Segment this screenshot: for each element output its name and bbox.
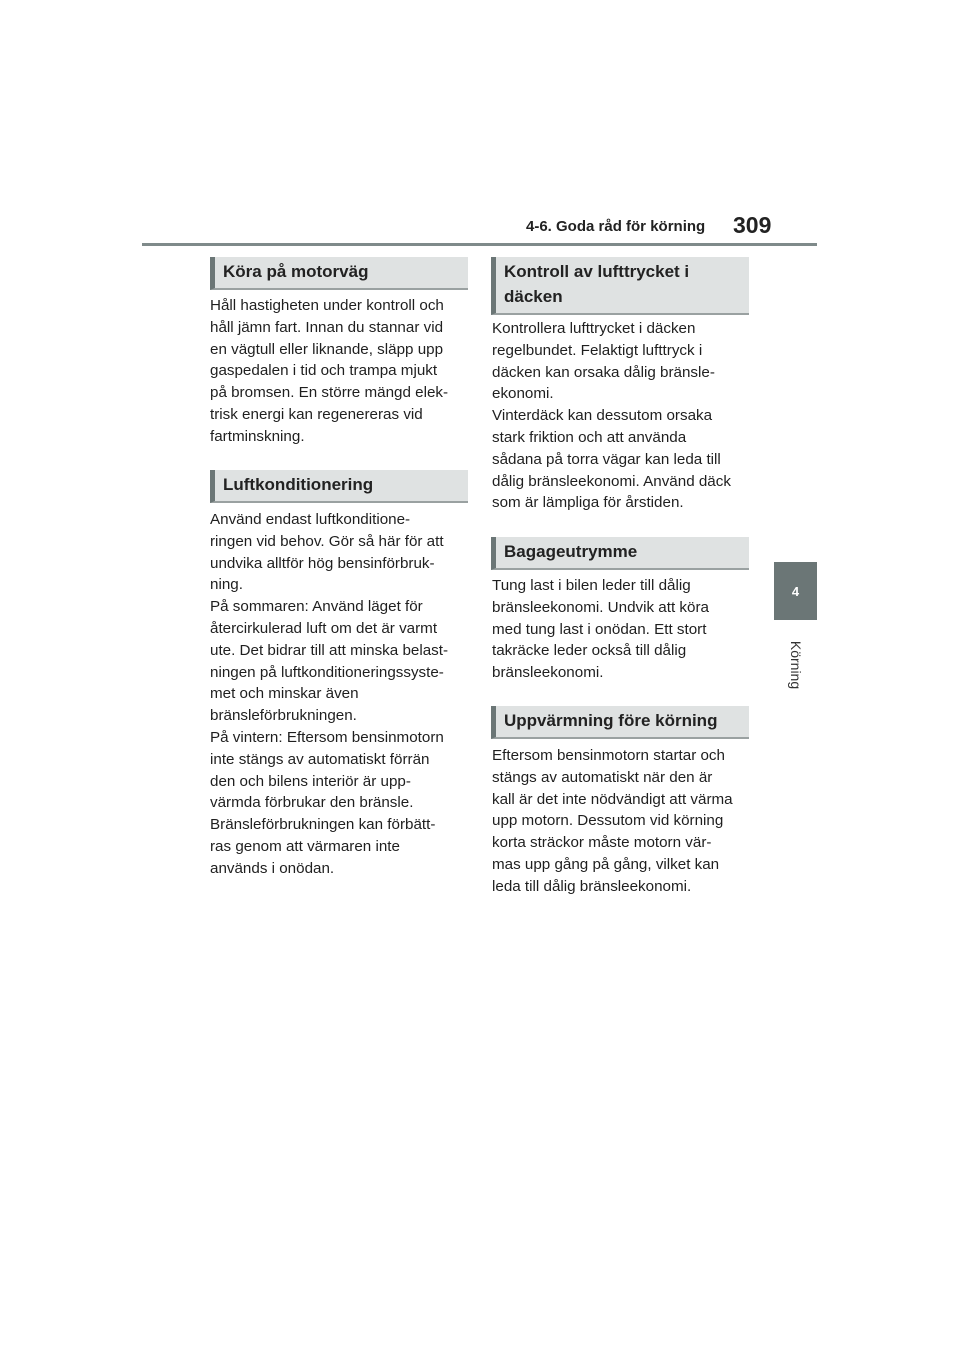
text-line: stängs av automatiskt när den är [492,768,713,786]
text-line: ningen på luftkonditioneringssyste- [210,663,444,681]
heading-warmup: Uppvärmning före körning [491,706,749,739]
text-line: upp motorn. Dessutom vid körning [492,812,724,830]
text-line: värmda förbrukar den bränsle. [210,794,414,812]
text-line: inte stängs av automatiskt förrän [210,750,430,768]
text-line: ning. [210,576,243,594]
paragraph-warmup [492,745,750,898]
text-line: stark friktion och att använda [492,428,687,446]
paragraph-aircon [210,509,468,880]
text-line: återcirkulerad luft om det är varmt [210,619,438,637]
text-line: dålig bränsleekonomi. Använd däck [492,472,731,490]
text-line: fartminskning. [210,427,305,445]
paragraph-luggage [492,575,750,684]
paragraph-tyre-pressure [492,318,750,514]
text-line: bränsleekonomi. Undvik att köra [492,598,709,616]
text-line: kall är det inte nödvändigt att värma [492,790,733,808]
text-line: Eftersom bensinmotorn startar och [492,747,725,764]
page-number: 309 [733,212,772,238]
paragraph-motorway [210,295,468,448]
header-divider [142,243,817,246]
text-line: sådana på torra vägar kan leda till [492,450,721,468]
text-line: bränsleförbrukningen. [210,707,357,725]
chapter-label: Körning [788,640,804,690]
text-line: Bränsleförbrukningen kan förbätt- [210,816,436,834]
text-line: met och minskar även [210,685,359,703]
text-line: på bromsen. En större mängd elek- [210,384,449,402]
text-line: den och bilens interiör är upp- [210,772,411,790]
text-line: en vägtull eller liknande, släpp upp [210,340,444,358]
text-line: ute. Det bidrar till att minska belast- [210,641,449,659]
text-line: På vintern: Eftersom bensinmotorn [210,728,444,746]
text-line: ringen vid behov. Gör så här för att [210,532,444,550]
text-line: På sommaren: Använd läget för [210,598,423,616]
text-line: mas upp gång på gång, vilket kan [492,855,720,873]
heading-motorway: Köra på motorväg [210,257,468,290]
text-line: trisk energi kan regenereras vid [210,405,423,423]
text-line: håll jämn fart. Innan du stannar vid [210,318,444,336]
heading-aircon: Luftkonditionering [210,470,468,503]
text-line: Tung last i bilen leder till dålig [492,577,691,594]
text-line: som är lämpliga för årstiden. [492,494,684,512]
text-line: bränsleekonomi. [492,664,604,682]
text-line: Använd endast luftkonditione- [210,511,411,528]
heading-line: Kontroll av lufttrycket i [504,262,690,281]
text-line: regelbundet. Felaktigt lufttryck i [492,341,703,359]
section-title: 4-6. Goda råd för körning [526,218,706,235]
heading-luggage: Bagageutrymme [491,537,749,570]
text-line: Håll hastigheten under kontroll och [210,297,444,314]
text-line: korta sträckor måste motorn vär- [492,834,712,852]
text-line: ekonomi. [492,385,554,403]
text-line: med tung last i onödan. Ett stort [492,620,707,638]
text-line: däcken kan orsaka dålig bränsle- [492,363,715,381]
text-line: gaspedalen i tid och trampa mjukt [210,362,438,380]
heading-line: däcken [504,287,563,306]
text-line: takräcke leder också till dålig [492,642,687,660]
text-line: Vinterdäck kan dessutom orsaka [492,407,713,425]
text-line: leda till dålig bränsleekonomi. [492,877,692,895]
text-line: Kontrollera lufttrycket i däcken [492,320,696,337]
text-line: ras genom att värmaren inte [210,837,400,855]
heading-tyre-pressure [491,257,749,315]
text-line: används i onödan. [210,859,335,877]
chapter-tab [774,562,817,620]
chapter-number: 4 [791,583,800,599]
text-line: undvika alltför hög bensinförbruk- [210,554,435,572]
